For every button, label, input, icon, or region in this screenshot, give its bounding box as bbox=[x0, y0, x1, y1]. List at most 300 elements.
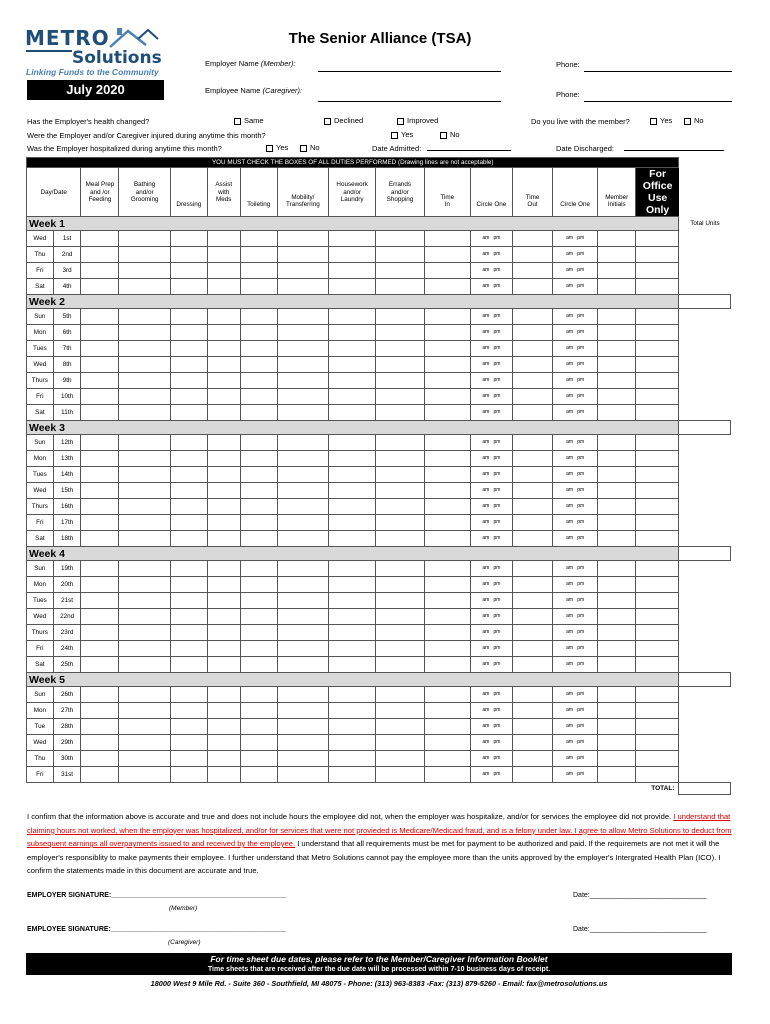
duty-checkbox-errands[interactable] bbox=[376, 341, 424, 357]
time-in-field[interactable] bbox=[424, 531, 470, 547]
am-option[interactable]: am bbox=[566, 770, 574, 777]
pm-option[interactable]: pm bbox=[493, 486, 501, 493]
time-out-field[interactable] bbox=[512, 593, 552, 609]
duty-checkbox-bathing[interactable] bbox=[119, 515, 170, 531]
am-option[interactable]: am bbox=[482, 518, 490, 525]
am-option[interactable]: am bbox=[482, 266, 490, 273]
time-in-field[interactable] bbox=[424, 341, 470, 357]
office-units-cell[interactable] bbox=[636, 515, 679, 531]
time-in-ampm[interactable] bbox=[470, 515, 512, 531]
time-in-ampm[interactable] bbox=[470, 609, 512, 625]
pm-option[interactable]: pm bbox=[493, 738, 501, 745]
pm-option[interactable]: pm bbox=[577, 722, 585, 729]
duty-checkbox-meal[interactable] bbox=[81, 767, 119, 783]
duty-checkbox-housework[interactable] bbox=[329, 577, 376, 593]
duty-checkbox-meal[interactable] bbox=[81, 703, 119, 719]
duty-checkbox-toileting[interactable] bbox=[240, 499, 277, 515]
duty-checkbox-meds[interactable] bbox=[207, 435, 240, 451]
duty-checkbox-dressing[interactable] bbox=[170, 735, 207, 751]
pm-option[interactable]: pm bbox=[493, 376, 501, 383]
time-out-field[interactable] bbox=[512, 687, 552, 703]
time-in-ampm[interactable] bbox=[470, 357, 512, 373]
duty-checkbox-errands[interactable] bbox=[376, 309, 424, 325]
duty-checkbox-housework[interactable] bbox=[329, 231, 376, 247]
duty-checkbox-mobility[interactable] bbox=[277, 609, 328, 625]
member-initials-field[interactable] bbox=[598, 389, 636, 405]
am-option[interactable]: am bbox=[482, 376, 490, 383]
employer-signature-line[interactable]: EMPLOYER SIGNATURE:_____________________________________________ bbox=[27, 892, 287, 899]
pm-option[interactable]: pm bbox=[493, 408, 501, 415]
duty-checkbox-dressing[interactable] bbox=[170, 405, 207, 421]
office-units-cell[interactable] bbox=[636, 751, 679, 767]
am-option[interactable]: am bbox=[566, 534, 574, 541]
duty-checkbox-meal[interactable] bbox=[81, 751, 119, 767]
am-option[interactable]: am bbox=[482, 312, 490, 319]
member-initials-field[interactable] bbox=[598, 735, 636, 751]
duty-checkbox-errands[interactable] bbox=[376, 625, 424, 641]
duty-checkbox-mobility[interactable] bbox=[277, 373, 328, 389]
pm-option[interactable]: pm bbox=[577, 690, 585, 697]
am-option[interactable]: am bbox=[482, 392, 490, 399]
member-initials-field[interactable] bbox=[598, 593, 636, 609]
am-option[interactable]: am bbox=[482, 534, 490, 541]
duty-checkbox-housework[interactable] bbox=[329, 561, 376, 577]
time-out-field[interactable] bbox=[512, 767, 552, 783]
duty-checkbox-dressing[interactable] bbox=[170, 641, 207, 657]
member-initials-field[interactable] bbox=[598, 231, 636, 247]
duty-checkbox-errands[interactable] bbox=[376, 389, 424, 405]
pm-option[interactable]: pm bbox=[577, 628, 585, 635]
duty-checkbox-toileting[interactable] bbox=[240, 325, 277, 341]
duty-checkbox-toileting[interactable] bbox=[240, 515, 277, 531]
duty-checkbox-meds[interactable] bbox=[207, 531, 240, 547]
duty-checkbox-meal[interactable] bbox=[81, 231, 119, 247]
same-checkbox[interactable] bbox=[234, 118, 241, 125]
duty-checkbox-toileting[interactable] bbox=[240, 279, 277, 295]
office-units-cell[interactable] bbox=[636, 373, 679, 389]
office-units-cell[interactable] bbox=[636, 767, 679, 783]
am-option[interactable]: am bbox=[482, 234, 490, 241]
duty-checkbox-mobility[interactable] bbox=[277, 531, 328, 547]
duty-checkbox-housework[interactable] bbox=[329, 247, 376, 263]
duty-checkbox-bathing[interactable] bbox=[119, 561, 170, 577]
time-in-field[interactable] bbox=[424, 357, 470, 373]
time-out-ampm[interactable] bbox=[553, 467, 598, 483]
time-out-ampm[interactable] bbox=[553, 767, 598, 783]
pm-option[interactable]: pm bbox=[577, 770, 585, 777]
duty-checkbox-mobility[interactable] bbox=[277, 735, 328, 751]
time-in-ampm[interactable] bbox=[470, 279, 512, 295]
time-out-field[interactable] bbox=[512, 625, 552, 641]
time-in-ampm[interactable] bbox=[470, 231, 512, 247]
time-in-ampm[interactable] bbox=[470, 435, 512, 451]
duty-checkbox-meal[interactable] bbox=[81, 531, 119, 547]
time-out-field[interactable] bbox=[512, 515, 552, 531]
duty-checkbox-meal[interactable] bbox=[81, 279, 119, 295]
time-in-ampm[interactable] bbox=[470, 373, 512, 389]
time-in-ampm[interactable] bbox=[470, 703, 512, 719]
member-initials-field[interactable] bbox=[598, 657, 636, 673]
pm-option[interactable]: pm bbox=[577, 454, 585, 461]
am-option[interactable]: am bbox=[566, 408, 574, 415]
duty-checkbox-meds[interactable] bbox=[207, 515, 240, 531]
pm-option[interactable]: pm bbox=[577, 470, 585, 477]
pm-option[interactable]: pm bbox=[493, 644, 501, 651]
time-in-field[interactable] bbox=[424, 561, 470, 577]
duty-checkbox-meds[interactable] bbox=[207, 767, 240, 783]
duty-checkbox-meds[interactable] bbox=[207, 279, 240, 295]
office-units-cell[interactable] bbox=[636, 593, 679, 609]
office-units-cell[interactable] bbox=[636, 451, 679, 467]
member-initials-field[interactable] bbox=[598, 435, 636, 451]
duty-checkbox-housework[interactable] bbox=[329, 515, 376, 531]
duty-checkbox-mobility[interactable] bbox=[277, 341, 328, 357]
duty-checkbox-toileting[interactable] bbox=[240, 451, 277, 467]
duty-checkbox-toileting[interactable] bbox=[240, 483, 277, 499]
duty-checkbox-housework[interactable] bbox=[329, 625, 376, 641]
office-units-cell[interactable] bbox=[636, 561, 679, 577]
duty-checkbox-housework[interactable] bbox=[329, 499, 376, 515]
duty-checkbox-errands[interactable] bbox=[376, 373, 424, 389]
date-admitted-field[interactable] bbox=[427, 143, 511, 151]
duty-checkbox-housework[interactable] bbox=[329, 341, 376, 357]
time-out-ampm[interactable] bbox=[553, 389, 598, 405]
am-option[interactable]: am bbox=[566, 454, 574, 461]
member-initials-field[interactable] bbox=[598, 405, 636, 421]
duty-checkbox-housework[interactable] bbox=[329, 531, 376, 547]
time-out-field[interactable] bbox=[512, 325, 552, 341]
duty-checkbox-bathing[interactable] bbox=[119, 735, 170, 751]
hospitalized-no-checkbox[interactable] bbox=[300, 145, 307, 152]
pm-option[interactable]: pm bbox=[577, 282, 585, 289]
duty-checkbox-dressing[interactable] bbox=[170, 703, 207, 719]
duty-checkbox-errands[interactable] bbox=[376, 499, 424, 515]
time-out-ampm[interactable] bbox=[553, 483, 598, 499]
time-out-field[interactable] bbox=[512, 641, 552, 657]
duty-checkbox-mobility[interactable] bbox=[277, 467, 328, 483]
duty-checkbox-errands[interactable] bbox=[376, 641, 424, 657]
duty-checkbox-errands[interactable] bbox=[376, 515, 424, 531]
time-in-ampm[interactable] bbox=[470, 247, 512, 263]
duty-checkbox-errands[interactable] bbox=[376, 751, 424, 767]
am-option[interactable]: am bbox=[566, 282, 574, 289]
duty-checkbox-meds[interactable] bbox=[207, 263, 240, 279]
duty-checkbox-meal[interactable] bbox=[81, 451, 119, 467]
total-units-cell[interactable] bbox=[679, 783, 731, 795]
pm-option[interactable]: pm bbox=[493, 392, 501, 399]
time-in-ampm[interactable] bbox=[470, 687, 512, 703]
duty-checkbox-dressing[interactable] bbox=[170, 263, 207, 279]
time-in-field[interactable] bbox=[424, 625, 470, 641]
duty-checkbox-dressing[interactable] bbox=[170, 577, 207, 593]
duty-checkbox-meds[interactable] bbox=[207, 625, 240, 641]
duty-checkbox-bathing[interactable] bbox=[119, 263, 170, 279]
time-out-ampm[interactable] bbox=[553, 719, 598, 735]
am-option[interactable]: am bbox=[566, 360, 574, 367]
time-in-ampm[interactable] bbox=[470, 751, 512, 767]
duty-checkbox-errands[interactable] bbox=[376, 657, 424, 673]
time-out-ampm[interactable] bbox=[553, 325, 598, 341]
duty-checkbox-meal[interactable] bbox=[81, 735, 119, 751]
duty-checkbox-dressing[interactable] bbox=[170, 309, 207, 325]
duty-checkbox-toileting[interactable] bbox=[240, 467, 277, 483]
time-in-field[interactable] bbox=[424, 767, 470, 783]
time-in-ampm[interactable] bbox=[470, 341, 512, 357]
pm-option[interactable]: pm bbox=[577, 596, 585, 603]
duty-checkbox-toileting[interactable] bbox=[240, 263, 277, 279]
duty-checkbox-dressing[interactable] bbox=[170, 357, 207, 373]
duty-checkbox-mobility[interactable] bbox=[277, 435, 328, 451]
pm-option[interactable]: pm bbox=[577, 360, 585, 367]
member-initials-field[interactable] bbox=[598, 325, 636, 341]
duty-checkbox-meds[interactable] bbox=[207, 309, 240, 325]
duty-checkbox-housework[interactable] bbox=[329, 389, 376, 405]
duty-checkbox-meds[interactable] bbox=[207, 687, 240, 703]
time-out-ampm[interactable] bbox=[553, 531, 598, 547]
duty-checkbox-dressing[interactable] bbox=[170, 687, 207, 703]
employee-date-line[interactable]: Date:______________________________ bbox=[573, 926, 707, 933]
pm-option[interactable]: pm bbox=[577, 344, 585, 351]
duty-checkbox-dressing[interactable] bbox=[170, 751, 207, 767]
am-option[interactable]: am bbox=[566, 754, 574, 761]
member-initials-field[interactable] bbox=[598, 577, 636, 593]
duty-checkbox-toileting[interactable] bbox=[240, 531, 277, 547]
duty-checkbox-meal[interactable] bbox=[81, 357, 119, 373]
duty-checkbox-bathing[interactable] bbox=[119, 325, 170, 341]
duty-checkbox-errands[interactable] bbox=[376, 767, 424, 783]
employer-date-line[interactable]: Date:______________________________ bbox=[573, 892, 707, 899]
member-initials-field[interactable] bbox=[598, 263, 636, 279]
pm-option[interactable]: pm bbox=[493, 580, 501, 587]
office-units-cell[interactable] bbox=[636, 703, 679, 719]
pm-option[interactable]: pm bbox=[577, 502, 585, 509]
time-out-field[interactable] bbox=[512, 263, 552, 279]
duty-checkbox-toileting[interactable] bbox=[240, 657, 277, 673]
time-out-ampm[interactable] bbox=[553, 687, 598, 703]
time-in-ampm[interactable] bbox=[470, 641, 512, 657]
member-initials-field[interactable] bbox=[598, 641, 636, 657]
time-out-ampm[interactable] bbox=[553, 577, 598, 593]
duty-checkbox-mobility[interactable] bbox=[277, 751, 328, 767]
time-out-field[interactable] bbox=[512, 435, 552, 451]
hospitalized-no-option[interactable]: No bbox=[300, 143, 320, 152]
duty-checkbox-housework[interactable] bbox=[329, 373, 376, 389]
time-in-ampm[interactable] bbox=[470, 451, 512, 467]
member-initials-field[interactable] bbox=[598, 703, 636, 719]
duty-checkbox-bathing[interactable] bbox=[119, 341, 170, 357]
duty-checkbox-meal[interactable] bbox=[81, 687, 119, 703]
duty-checkbox-housework[interactable] bbox=[329, 357, 376, 373]
duty-checkbox-toileting[interactable] bbox=[240, 641, 277, 657]
duty-checkbox-meal[interactable] bbox=[81, 483, 119, 499]
pm-option[interactable]: pm bbox=[577, 408, 585, 415]
duty-checkbox-bathing[interactable] bbox=[119, 703, 170, 719]
member-initials-field[interactable] bbox=[598, 373, 636, 389]
pm-option[interactable]: pm bbox=[493, 706, 501, 713]
time-out-ampm[interactable] bbox=[553, 341, 598, 357]
duty-checkbox-mobility[interactable] bbox=[277, 405, 328, 421]
office-units-cell[interactable] bbox=[636, 467, 679, 483]
office-units-cell[interactable] bbox=[636, 357, 679, 373]
office-units-cell[interactable] bbox=[636, 735, 679, 751]
member-initials-field[interactable] bbox=[598, 247, 636, 263]
time-in-field[interactable] bbox=[424, 515, 470, 531]
office-units-cell[interactable] bbox=[636, 609, 679, 625]
date-discharged-field[interactable] bbox=[624, 143, 724, 151]
duty-checkbox-errands[interactable] bbox=[376, 263, 424, 279]
am-option[interactable]: am bbox=[566, 250, 574, 257]
time-out-ampm[interactable] bbox=[553, 279, 598, 295]
same-option[interactable]: Same bbox=[234, 116, 264, 125]
duty-checkbox-toileting[interactable] bbox=[240, 687, 277, 703]
office-units-cell[interactable] bbox=[636, 247, 679, 263]
duty-checkbox-errands[interactable] bbox=[376, 687, 424, 703]
pm-option[interactable]: pm bbox=[493, 628, 501, 635]
member-initials-field[interactable] bbox=[598, 499, 636, 515]
duty-checkbox-housework[interactable] bbox=[329, 405, 376, 421]
time-out-field[interactable] bbox=[512, 735, 552, 751]
time-in-ampm[interactable] bbox=[470, 467, 512, 483]
pm-option[interactable]: pm bbox=[493, 564, 501, 571]
duty-checkbox-dressing[interactable] bbox=[170, 341, 207, 357]
duty-checkbox-mobility[interactable] bbox=[277, 231, 328, 247]
am-option[interactable]: am bbox=[566, 628, 574, 635]
duty-checkbox-bathing[interactable] bbox=[119, 577, 170, 593]
am-option[interactable]: am bbox=[482, 690, 490, 697]
duty-checkbox-toileting[interactable] bbox=[240, 389, 277, 405]
duty-checkbox-meal[interactable] bbox=[81, 593, 119, 609]
duty-checkbox-mobility[interactable] bbox=[277, 247, 328, 263]
am-option[interactable]: am bbox=[482, 328, 490, 335]
pm-option[interactable]: pm bbox=[493, 754, 501, 761]
duty-checkbox-bathing[interactable] bbox=[119, 451, 170, 467]
duty-checkbox-dressing[interactable] bbox=[170, 625, 207, 641]
time-in-field[interactable] bbox=[424, 247, 470, 263]
am-option[interactable]: am bbox=[482, 706, 490, 713]
time-in-field[interactable] bbox=[424, 719, 470, 735]
pm-option[interactable]: pm bbox=[577, 580, 585, 587]
time-in-field[interactable] bbox=[424, 735, 470, 751]
duty-checkbox-mobility[interactable] bbox=[277, 593, 328, 609]
am-option[interactable]: am bbox=[566, 706, 574, 713]
pm-option[interactable]: pm bbox=[493, 344, 501, 351]
am-option[interactable]: am bbox=[566, 470, 574, 477]
office-units-cell[interactable] bbox=[636, 263, 679, 279]
duty-checkbox-meal[interactable] bbox=[81, 389, 119, 405]
member-initials-field[interactable] bbox=[598, 609, 636, 625]
duty-checkbox-toileting[interactable] bbox=[240, 357, 277, 373]
duty-checkbox-bathing[interactable] bbox=[119, 531, 170, 547]
duty-checkbox-mobility[interactable] bbox=[277, 279, 328, 295]
duty-checkbox-meds[interactable] bbox=[207, 609, 240, 625]
hospitalized-yes-checkbox[interactable] bbox=[266, 145, 273, 152]
duty-checkbox-meal[interactable] bbox=[81, 625, 119, 641]
member-initials-field[interactable] bbox=[598, 687, 636, 703]
pm-option[interactable]: pm bbox=[493, 518, 501, 525]
duty-checkbox-mobility[interactable] bbox=[277, 767, 328, 783]
duty-checkbox-errands[interactable] bbox=[376, 279, 424, 295]
duty-checkbox-meal[interactable] bbox=[81, 247, 119, 263]
am-option[interactable]: am bbox=[566, 738, 574, 745]
member-initials-field[interactable] bbox=[598, 309, 636, 325]
time-out-ampm[interactable] bbox=[553, 309, 598, 325]
time-out-field[interactable] bbox=[512, 561, 552, 577]
time-in-field[interactable] bbox=[424, 577, 470, 593]
time-in-field[interactable] bbox=[424, 751, 470, 767]
duty-checkbox-errands[interactable] bbox=[376, 593, 424, 609]
member-initials-field[interactable] bbox=[598, 341, 636, 357]
time-out-field[interactable] bbox=[512, 231, 552, 247]
pm-option[interactable]: pm bbox=[577, 518, 585, 525]
duty-checkbox-meds[interactable] bbox=[207, 389, 240, 405]
duty-checkbox-meds[interactable] bbox=[207, 593, 240, 609]
time-out-field[interactable] bbox=[512, 357, 552, 373]
duty-checkbox-meds[interactable] bbox=[207, 405, 240, 421]
duty-checkbox-meds[interactable] bbox=[207, 325, 240, 341]
duty-checkbox-toileting[interactable] bbox=[240, 231, 277, 247]
pm-option[interactable]: pm bbox=[577, 266, 585, 273]
duty-checkbox-dressing[interactable] bbox=[170, 279, 207, 295]
duty-checkbox-housework[interactable] bbox=[329, 483, 376, 499]
duty-checkbox-meal[interactable] bbox=[81, 341, 119, 357]
injured-yes-checkbox[interactable] bbox=[391, 132, 398, 139]
time-out-field[interactable] bbox=[512, 609, 552, 625]
duty-checkbox-toileting[interactable] bbox=[240, 435, 277, 451]
duty-checkbox-dressing[interactable] bbox=[170, 373, 207, 389]
am-option[interactable]: am bbox=[482, 738, 490, 745]
time-out-field[interactable] bbox=[512, 309, 552, 325]
duty-checkbox-meds[interactable] bbox=[207, 483, 240, 499]
duty-checkbox-bathing[interactable] bbox=[119, 751, 170, 767]
time-in-field[interactable] bbox=[424, 593, 470, 609]
am-option[interactable]: am bbox=[566, 502, 574, 509]
duty-checkbox-housework[interactable] bbox=[329, 467, 376, 483]
am-option[interactable]: am bbox=[482, 344, 490, 351]
time-out-ampm[interactable] bbox=[553, 735, 598, 751]
duty-checkbox-meds[interactable] bbox=[207, 751, 240, 767]
duty-checkbox-toileting[interactable] bbox=[240, 703, 277, 719]
am-option[interactable]: am bbox=[566, 392, 574, 399]
office-units-cell[interactable] bbox=[636, 483, 679, 499]
duty-checkbox-errands[interactable] bbox=[376, 703, 424, 719]
duty-checkbox-bathing[interactable] bbox=[119, 405, 170, 421]
time-out-ampm[interactable] bbox=[553, 451, 598, 467]
duty-checkbox-housework[interactable] bbox=[329, 279, 376, 295]
duty-checkbox-meds[interactable] bbox=[207, 703, 240, 719]
duty-checkbox-meds[interactable] bbox=[207, 231, 240, 247]
time-in-field[interactable] bbox=[424, 451, 470, 467]
duty-checkbox-meal[interactable] bbox=[81, 561, 119, 577]
pm-option[interactable]: pm bbox=[493, 328, 501, 335]
duty-checkbox-dressing[interactable] bbox=[170, 231, 207, 247]
am-option[interactable]: am bbox=[482, 486, 490, 493]
duty-checkbox-meal[interactable] bbox=[81, 263, 119, 279]
am-option[interactable]: am bbox=[482, 612, 490, 619]
pm-option[interactable]: pm bbox=[577, 328, 585, 335]
pm-option[interactable]: pm bbox=[577, 644, 585, 651]
time-out-ampm[interactable] bbox=[553, 593, 598, 609]
pm-option[interactable]: pm bbox=[577, 754, 585, 761]
live-no-option[interactable]: No bbox=[684, 116, 704, 125]
time-in-field[interactable] bbox=[424, 467, 470, 483]
time-out-field[interactable] bbox=[512, 751, 552, 767]
duty-checkbox-errands[interactable] bbox=[376, 531, 424, 547]
office-units-cell[interactable] bbox=[679, 547, 731, 561]
member-initials-field[interactable] bbox=[598, 751, 636, 767]
duty-checkbox-dressing[interactable] bbox=[170, 609, 207, 625]
pm-option[interactable]: pm bbox=[577, 738, 585, 745]
duty-checkbox-meal[interactable] bbox=[81, 641, 119, 657]
